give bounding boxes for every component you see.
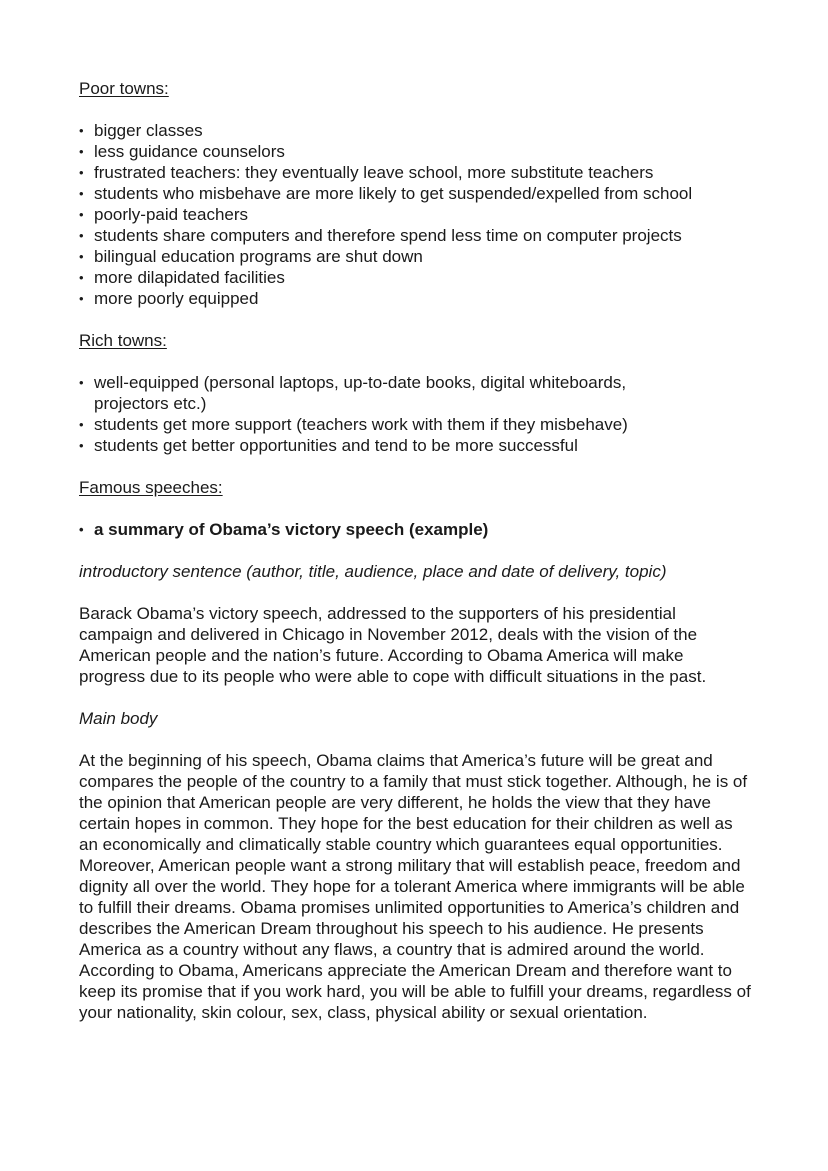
rich-towns-heading: Rich towns: xyxy=(79,331,167,350)
list-item: • frustrated teachers: they eventually leave school, more substitute teachers xyxy=(79,162,759,183)
list-item: • more dilapidated facilities xyxy=(79,267,759,288)
body-label: Main body xyxy=(79,709,158,728)
intro-label: introductory sentence (author, title, audience, place and date of delivery, topic) xyxy=(79,562,667,581)
poor-towns-heading: Poor towns: xyxy=(79,79,169,98)
list-item: • more poorly equipped xyxy=(79,288,759,309)
list-item: • bigger classes xyxy=(79,120,759,141)
list-item: • students get better opportunities and tend to be more successful xyxy=(79,435,679,456)
list-item: • less guidance counselors xyxy=(79,141,759,162)
list-item: • students get more support (teachers work with them if they misbehave) xyxy=(79,414,679,435)
rich-towns-list xyxy=(79,372,679,456)
poor-towns-list xyxy=(79,120,759,309)
list-item: • bilingual education programs are shut down xyxy=(79,246,759,267)
famous-speeches-heading: Famous speeches: xyxy=(79,478,223,497)
famous-speeches-list xyxy=(79,519,759,540)
list-item: • students share computers and therefore spend less time on computer projects xyxy=(79,225,759,246)
list-item: • poorly-paid teachers xyxy=(79,204,759,225)
body-paragraph: At the beginning of his speech, Obama claims that America’s future will be great and compares the people of the country to a family that must stick together. Although, he is of the opinion that American people are very different, he holds the view that they have certain hopes in common. They hope for the best education for their children as well as an economically and climatically stable country which guarantees equal opportunities. Moreover, American people want a strong military that will establish peace, freedom and dignity all over the world. They hope for a tolerant America where immigrants will be able to fulfill their dreams. Obama promises unlimited opportunities to America’s children and describes the American Dream throughout his speech to his audience. He presents America as a country without any flaws, a country that is admired around the world. According to Obama, Americans appreciate the American Dream and therefore want to keep its promise that if you work hard, you will be able to fulfill your dreams, regardless of your nationality, skin colour, sex, class, physical ability or sexual orientation. xyxy=(79,751,751,1022)
intro-paragraph: Barack Obama’s victory speech, addressed to the supporters of his presidential campaign and delivered in Chicago in November 2012, deals with the vision of the American people and the nation’s future. According to Obama America will make progress due to its people who were able to cope with difficult situations in the past. xyxy=(79,604,707,686)
document-page xyxy=(79,78,759,1023)
speech-summary-bullet: • a summary of Obama’s victory speech (example) xyxy=(79,519,759,540)
list-item: • well-equipped (personal laptops, up-to-date books, digital whiteboards, projectors etc.) xyxy=(79,372,679,414)
list-item: • students who misbehave are more likely to get suspended/expelled from school xyxy=(79,183,759,204)
